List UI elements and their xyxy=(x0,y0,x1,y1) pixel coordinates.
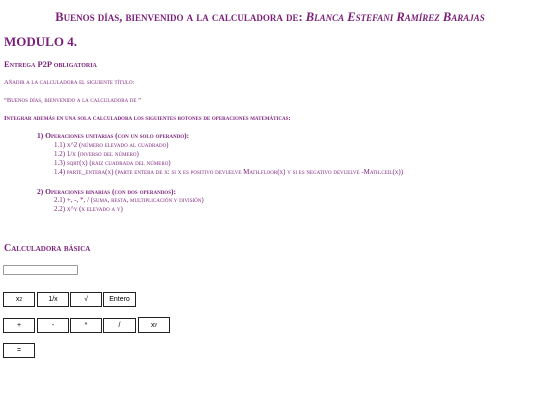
list-item: 2.2) x^y (x elevado a y) xyxy=(54,205,123,213)
sqrt-button[interactable]: √ xyxy=(70,292,102,307)
list-item: 1.3) sqrt(x) (raiz cuadrada del número) xyxy=(54,159,171,167)
assignment-heading: Entrega P2P obligatoria xyxy=(4,59,97,69)
greeting-text: Buenos días, bienvenido a la calculadora de: xyxy=(55,10,306,24)
power-base: x xyxy=(151,321,155,329)
module-heading: MODULO 4. xyxy=(4,34,77,49)
user-name: Blanca Estefani Ramírez Barajas xyxy=(305,10,485,24)
power-button[interactable]: x y xyxy=(138,317,170,333)
title-example: “Buenos días, bienvenido a la calculadora de ” xyxy=(4,97,141,104)
integer-part-button[interactable]: Entero xyxy=(103,292,136,307)
unary-operations-heading: 1) Operaciones unitarias (con un solo operando): xyxy=(37,131,190,140)
list-item: 2.1) +, -, *, / (suma, resta, multiplicación y división) xyxy=(54,196,204,204)
subtract-button[interactable]: - xyxy=(37,318,69,333)
binary-operations-heading: 2) Operaciones binarias (con dos operandos): xyxy=(37,187,176,196)
add-button[interactable]: + xyxy=(3,318,35,333)
calculator-heading: Calculadora básica xyxy=(4,243,91,254)
page-title xyxy=(0,10,540,25)
integrate-instruction: Integrar además en una sola calculadora los siguientes botones de operaciones matemáticas: xyxy=(4,115,291,122)
square-button[interactable]: x 2 xyxy=(3,292,35,307)
list-item: 1.1) x^2 (número elevado al cuadrado) xyxy=(54,141,169,149)
calculator-display-input[interactable] xyxy=(3,265,78,275)
equals-button[interactable]: = xyxy=(3,343,35,358)
divide-button[interactable]: / xyxy=(103,318,136,333)
square-base: x xyxy=(15,296,20,303)
list-item: 1.2) 1/x (inverso del número) xyxy=(54,150,139,158)
add-title-instruction: Añadir a la calculadora el siguiente título: xyxy=(4,79,135,86)
inverse-button[interactable]: 1/x xyxy=(37,292,69,307)
multiply-button[interactable]: * xyxy=(70,318,102,333)
list-item: 1.4) parte_entera(x) (parte entera de x: si x es positivo devuelve Math.floor(x) y si es negativo devuelve -Math.ceil(x)) xyxy=(54,168,404,176)
